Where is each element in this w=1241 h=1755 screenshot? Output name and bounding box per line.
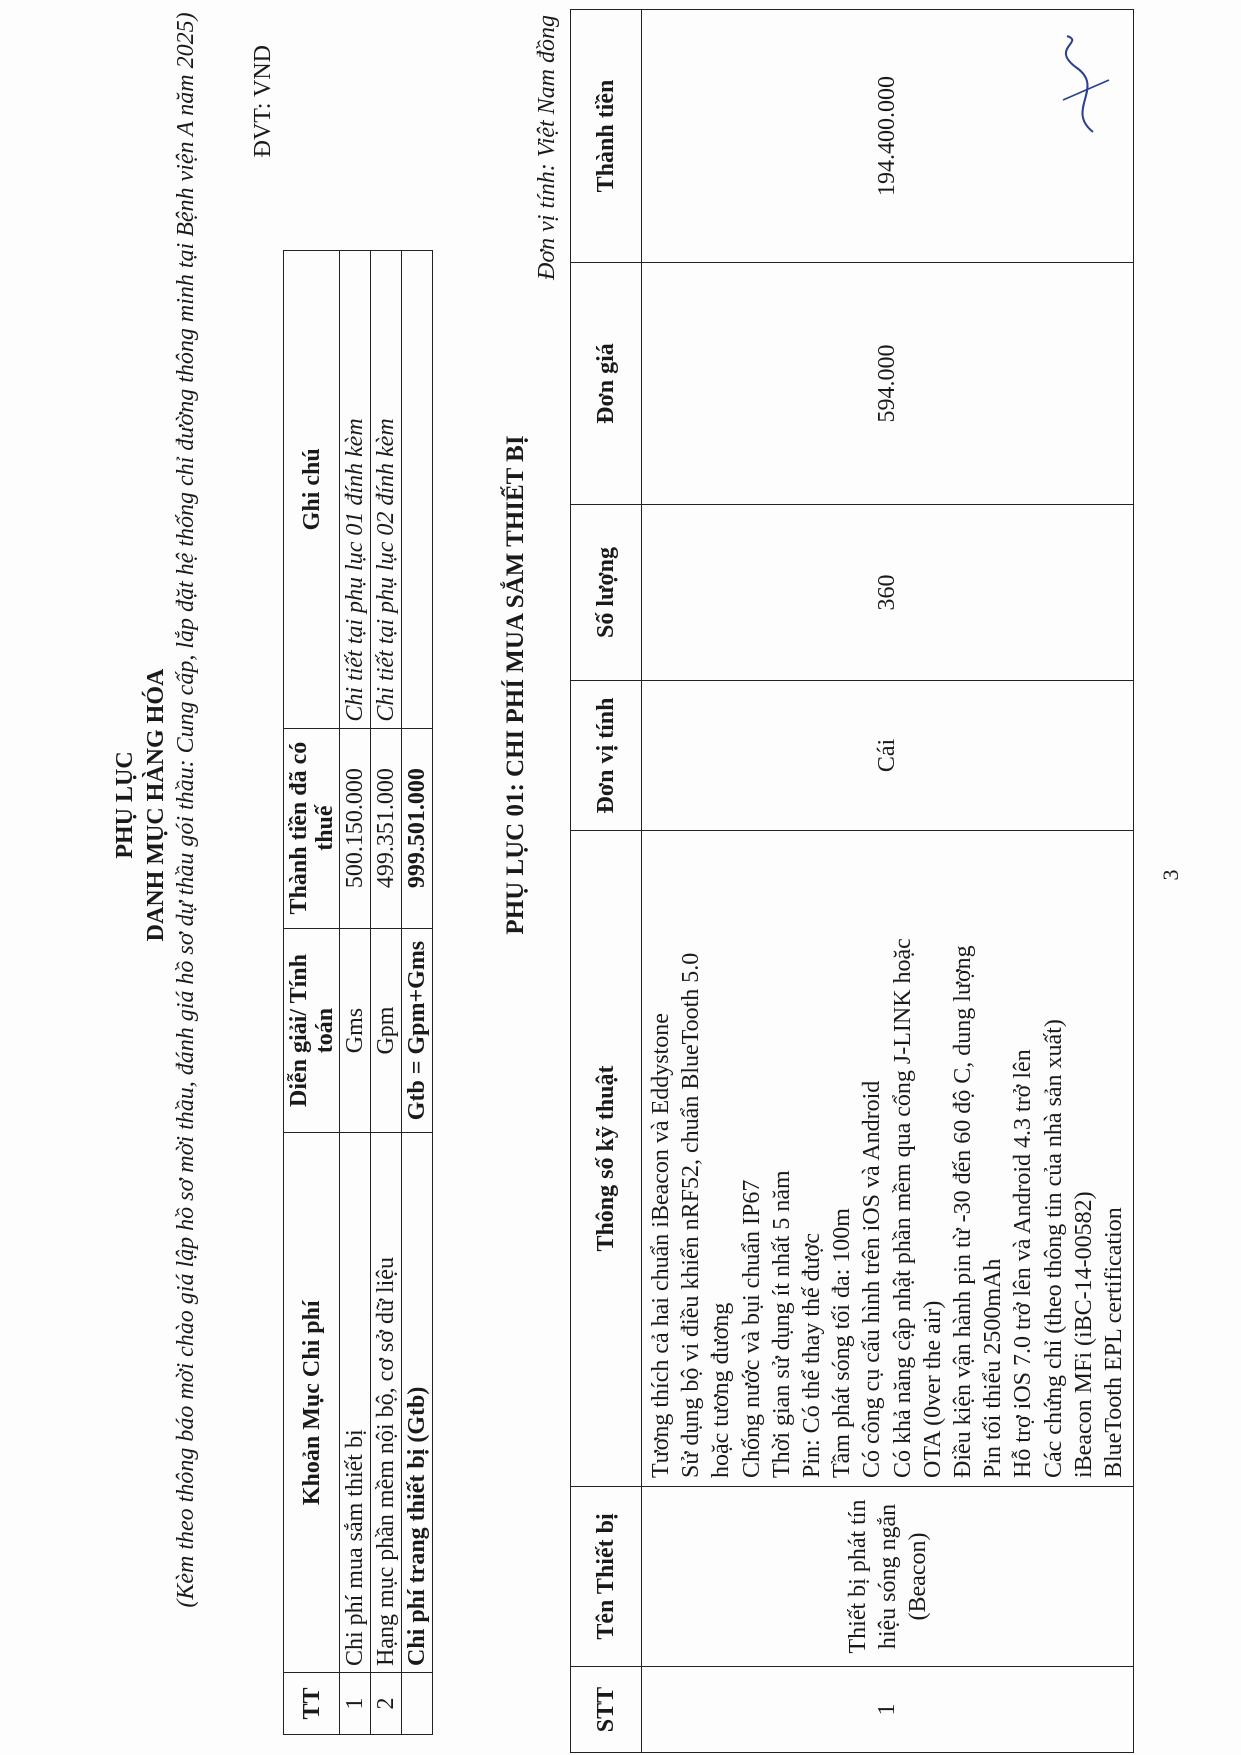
equipment-name: Thiết bị phát tín hiệu sóng ngắn (Beacon) [642, 1487, 1134, 1667]
header-stt: STT [571, 1667, 642, 1753]
row-tt: 2 [371, 1673, 402, 1735]
spec-line: Thời gian sử dụng ít nhất 5 năm [768, 1170, 795, 1478]
header-name: Tên Thiết bị [571, 1487, 642, 1667]
summary-table [283, 250, 433, 1735]
header-tt: TT [284, 1673, 340, 1735]
spec-line: Sử dụng bộ vi điều khiển nRF52, chuẩn BlueTooth 5.0 [678, 952, 705, 1478]
spec-line: Hỗ trợ iOS 7.0 trở lên và Android 4.3 trở lên [1010, 1049, 1037, 1478]
row-item: Chi phí mua sắm thiết bị [340, 1133, 371, 1673]
header-amount: Thành tiền đã có thuế [284, 728, 340, 928]
equipment-table [570, 9, 1134, 1753]
row-amount: 499.351.000 [371, 728, 402, 928]
appendix-heading: PHỤ LỤC [112, 751, 138, 859]
total-calc: Gtb = Gpm+Gms [402, 928, 433, 1133]
equipment-header-row [571, 10, 642, 1753]
table-row [642, 10, 1134, 1753]
currency-unit: ĐVT: VND [250, 45, 276, 158]
equipment-specs [642, 831, 1134, 1487]
total-row [402, 251, 433, 1735]
header-total: Thành tiền [571, 10, 642, 263]
row-tt: 1 [340, 1673, 371, 1735]
spec-line: Tương thích cả hai chuẩn iBeacon và Eddystone [648, 1013, 674, 1478]
header-qty: Số lượng [571, 505, 642, 681]
header-unit: Đơn vị tính [571, 681, 642, 831]
appendix01-title: PHỤ LỤC 01: CHI PHÍ MUA SẮM THIẾT BỊ [502, 435, 529, 935]
header-price: Đơn giá [571, 263, 642, 505]
spec-line: Có khả năng cập nhật phần mềm qua cổng J-LINK hoặc [889, 938, 916, 1478]
spec-line: Các chứng chỉ (theo thông tin của nhà sản xuất) [1040, 1019, 1067, 1478]
equipment-stt: 1 [642, 1667, 1134, 1753]
appendix01-unit: Đơn vị tính: Việt Nam đồng [534, 15, 560, 280]
document-subtitle: (Kèm theo thông báo mời chào giá lập hồ sơ mời thầu, đánh giá hồ sơ dự thầu gói thầu: Cung cấp, lắp đặt hệ thống chỉ đường thông minh tại Bệnh viện A năm 2025) [173, 12, 199, 1608]
signature-mark [1055, 30, 1115, 140]
spec-line: OTA (0ver the air) [919, 1300, 946, 1478]
row-calc: Gpm [371, 928, 402, 1133]
equipment-qty: 360 [642, 505, 1134, 681]
spec-line: iBeacon MFi (iBC-14-00582) [1070, 1191, 1097, 1478]
row-note: Chi tiết tại phụ lục 01 đính kèm [340, 251, 371, 729]
table-row [340, 251, 371, 1735]
row-amount: 500.150.000 [340, 728, 371, 928]
spec-line: Pin tối thiểu 2500mAh [980, 1258, 1007, 1478]
row-item: Hạng mục phần mềm nội bộ, cơ sở dữ liệu [371, 1133, 402, 1673]
row-note: Chi tiết tại phụ lục 02 đính kèm [371, 251, 402, 729]
equipment-total: 194.400.000 [642, 10, 1134, 263]
total-amount: 999.501.000 [402, 728, 433, 928]
page-number: 3 [1158, 869, 1183, 881]
spec-line: BlueTooth EPL certification [1101, 1207, 1128, 1478]
header-specs: Thông số kỹ thuật [571, 831, 642, 1487]
spec-line: Điều kiện vận hành pin từ -30 đến 60 độ C, dung lượng [950, 945, 977, 1478]
spec-line: Pin: Có thể thay thế được [799, 1232, 826, 1478]
header-calc: Diễn giải/ Tính toán [284, 928, 340, 1133]
spec-line: Có công cụ cấu hình trên iOS và Android [859, 1080, 886, 1478]
equipment-price: 594.000 [642, 263, 1134, 505]
header-note: Ghi chú [284, 251, 340, 729]
row-calc: Gms [340, 928, 371, 1133]
table-row [371, 251, 402, 1735]
equipment-unit: Cái [642, 681, 1134, 831]
summary-header-row [284, 251, 340, 1735]
header-item: Khoản Mục Chi phí [284, 1133, 340, 1673]
spec-line: Chống nước và bụi chuẩn IP67 [738, 1179, 765, 1478]
spec-line: hoặc tương đương [708, 1302, 735, 1478]
spec-line: Tầm phát sóng tối đa: 100m [829, 1208, 856, 1478]
document-title: DANH MỤC HÀNG HÓA [143, 668, 169, 942]
total-item: Chi phí trang thiết bị (Gtb) [402, 1133, 433, 1673]
